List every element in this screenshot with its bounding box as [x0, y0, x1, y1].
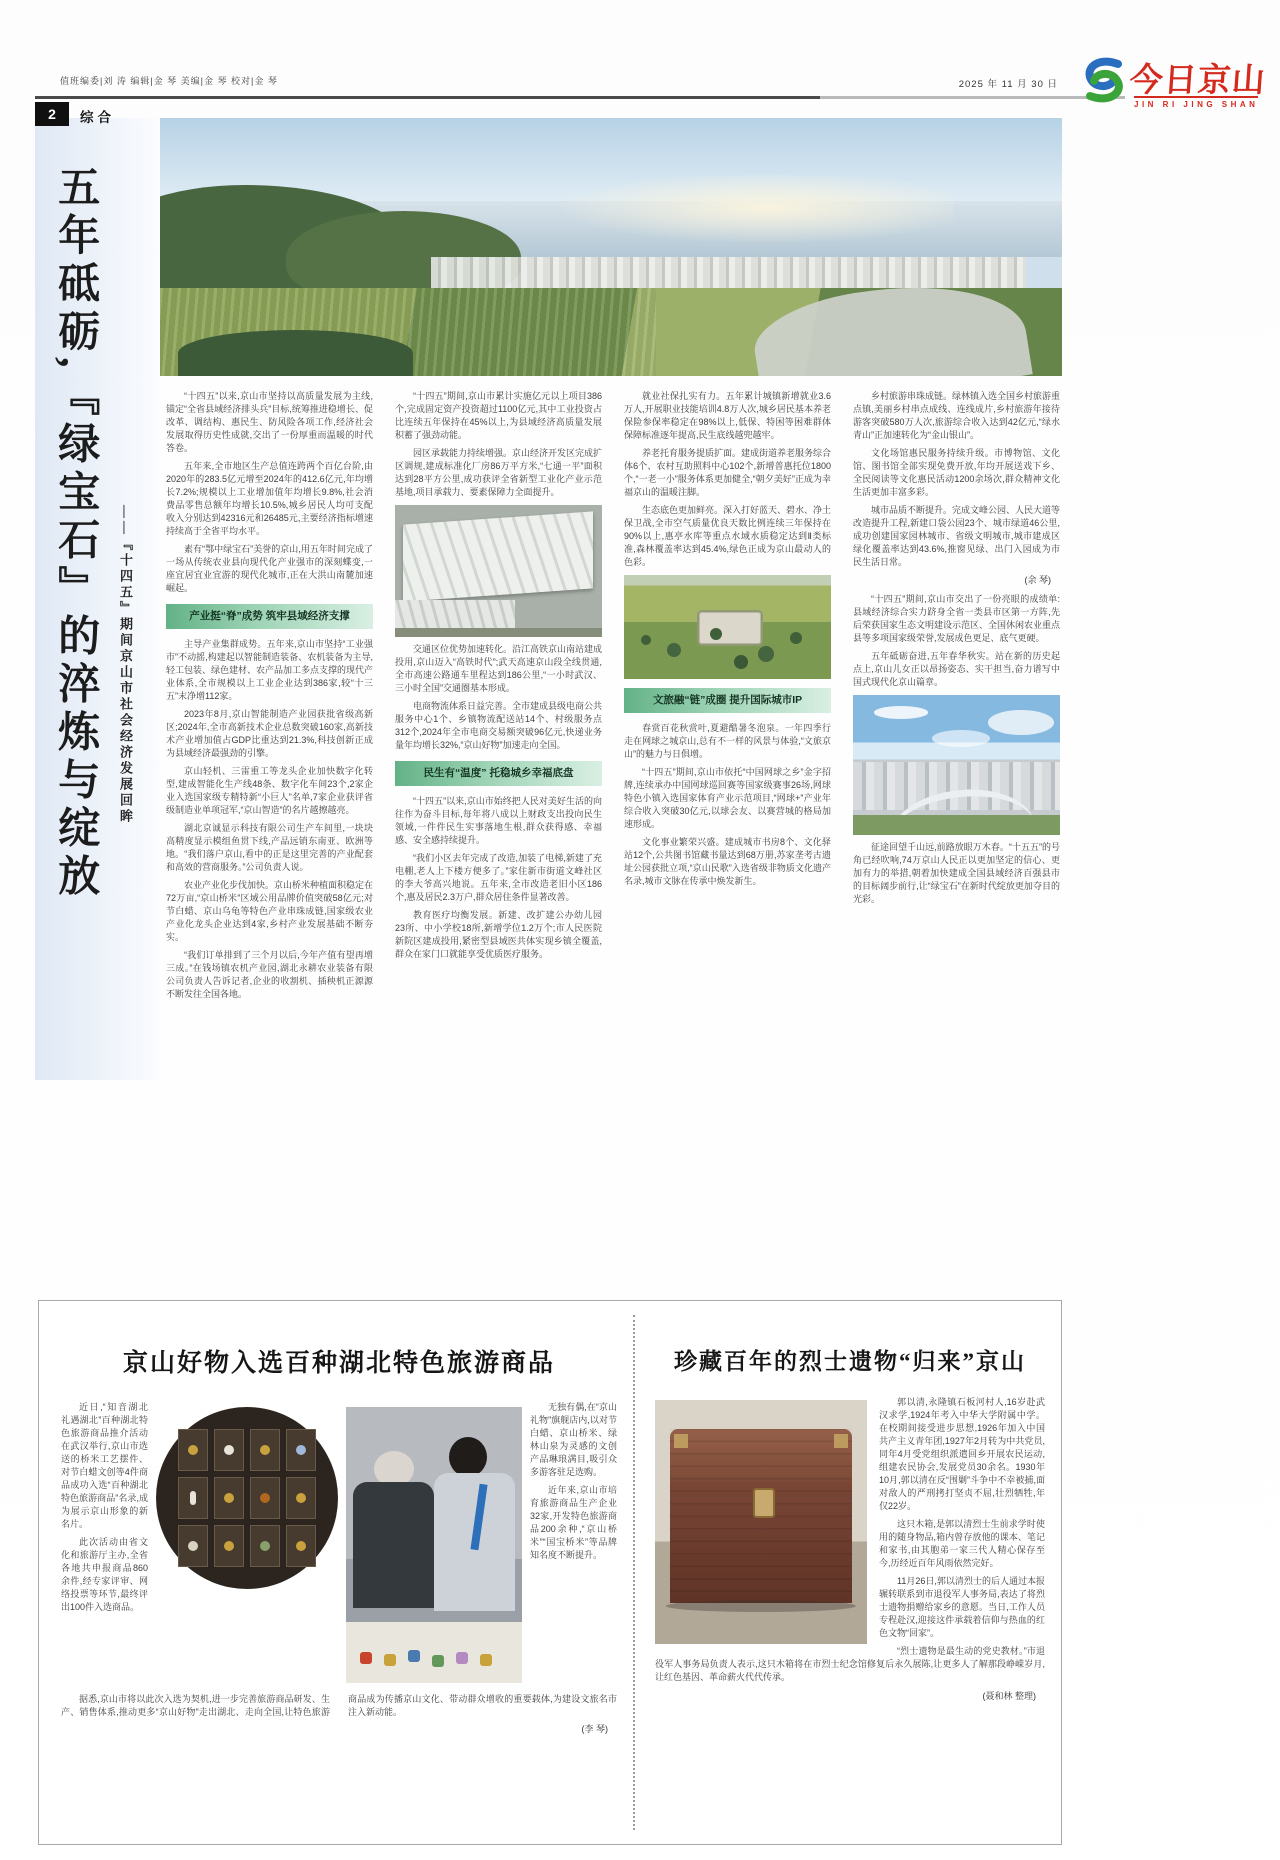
logo-swirl-icon [1078, 54, 1130, 106]
paragraph: “十四五”以来,京山市坚持以高质量发展为主线,锚定“全省县域经济排头兵”目标,统筹推进稳增长、促改革、调结构、惠民生、防风险各项工作,经济社会发展取得历史性成就,交出了一份厚重而温暖的时代答卷。 [166, 391, 373, 453]
bottom-left-footer-text [61, 1693, 617, 1722]
display-box [214, 1477, 244, 1519]
factory-aerial-photo [395, 505, 602, 637]
photo-corner-bracket [674, 1434, 688, 1448]
paragraph: 2023年8月,京山智能制造产业园获批省级高新区;2024年,全市高新技术企业总数突破160家,高新技术产业增加值占GDP比重达到21.3%,科技创新正成为县域经济最强劲的引擎。 [166, 709, 373, 758]
paragraph: 电商物流体系日益完善。全市建成县级电商公共服务中心1个、乡镇物流配送站14个、村级服务点312个,2024年全市电商交易额突破96亿元,快递业务量年均增长32%,“京山好物”加速走向全国。 [395, 701, 603, 750]
display-box [214, 1525, 244, 1567]
paragraph: 乡村旅游串珠成链。绿林镇入选全国乡村旅游重点镇,美丽乡村串点成线、连线成片,乡村旅游年接待游客突破580万人次,旅游综合收入达到42亿元,“绿水青山”正加速转化为“金山银山”。 [853, 391, 1061, 440]
paragraph: 近年来,京山市培育旅游商品生产企业32家,开发特色旅游商品200余种,“京山桥米”“国宝桥米”等品牌知名度不断提升。 [530, 1485, 617, 1560]
paragraph: 园区承载能力持续增强。京山经济开发区完成扩区调规,建成标准化厂房86万平方米,“七通一平”面积达到28平方公里,成功获评全省新型工业化产业示范基地,项目承载力、要素保障力全面提升。 [395, 448, 603, 497]
display-box [286, 1429, 316, 1471]
bottom-right-headline: 珍藏百年的烈士遗物“归来”京山 [674, 1349, 1026, 1374]
paragraph: 11月26日,郭以清烈士的后人通过本报辗转联系到市退役军人事务局,表达了将烈士遗物捐赠给家乡的意愿。当日,工作人员专程赴汉,迎接这件承载着信仰与热血的红色文物“回家”。 [879, 1576, 1045, 1638]
paragraph: 这只木箱,是郭以清烈士生前求学时使用的随身物品,箱内曾存放他的课本、笔记和家书,由其胞弟一家三代人精心保存至今,历经近百年风雨依然完好。 [879, 1519, 1045, 1568]
paragraph: 生态底色更加鲜亮。深入打好蓝天、碧水、净土保卫战,全市空气质量优良天数比例连续三年保持在90%以上,惠亭水库等重点水域水质稳定达到Ⅱ类标准,森林覆盖率达到45.4%,绿色正成为京山最动人的色彩。 [624, 505, 832, 567]
paragraph: 教育医疗均衡发展。新建、改扩建公办幼儿园23所、中小学校18所,新增学位1.2万个;市人民医院新院区建成投用,紧密型县域医共体实现乡镇全覆盖,群众在家门口就能享受优质医疗服务。 [395, 910, 602, 959]
bottom-left-column-b [530, 1401, 617, 1567]
article-column-4 [853, 390, 1060, 1292]
bottom-right-body [655, 1396, 1045, 1684]
display-box [250, 1429, 280, 1471]
photo-tree-clusters [641, 635, 651, 645]
paragraph: 养老托育服务提质扩面。建成街道养老服务综合体6个、农村互助照料中心102个,新增普惠托位1800个,“一老一小”服务体系更加健全,“朝夕美好”正成为幸福京山的温暖注脚。 [624, 448, 832, 497]
paragraph: 无独有偶,在“京山礼物”旗舰店内,以对节白蜡、京山桥米、绿林山泉为灵感的文创产品琳琅满目,吸引众多游客驻足选购。 [530, 1402, 617, 1477]
article-byline: (余 琴) [1024, 575, 1051, 585]
countryside-aerial-photo [624, 575, 831, 679]
photo-sun-glint [539, 175, 954, 247]
display-box [178, 1477, 208, 1519]
photo-shadow [666, 1600, 857, 1612]
article-columns [166, 390, 1062, 1292]
paper-pinyin: JIN RI JING SHAN [1134, 96, 1258, 109]
paragraph: 交通区位优势加速转化。沿江高铁京山南站建成投用,京山迈入“高铁时代”;武天高速京山段全线贯通,全市高速公路通车里程达到186公里,“一小时武汉、三小时全国”交通圈基本形成。 [395, 644, 603, 693]
paragraph: “十四五”期间,京山市累计实施亿元以上项目386个,完成固定资产投资超过1100亿元,其中工业投资占比连续五年保持在45%以上,为县域经济高质量发展积蓄了强劲动能。 [395, 391, 602, 440]
photo-trees [178, 330, 413, 376]
display-box [250, 1525, 280, 1567]
display-box [178, 1525, 208, 1567]
bottom-left-article [61, 1301, 617, 1844]
paragraph: 春赏百花秋赏叶,夏避酷暑冬泡泉。一年四季行走在网球之城京山,总有不一样的风景与体验,“文旅京山”的魅力与日俱增。 [624, 723, 831, 759]
paper-name: 今日京山 [1128, 63, 1268, 99]
paragraph: 近日,“知音湖北 礼遇湖北”百种湖北特色旅游商品推介活动在武汉举行,京山市选送的桥米工艺摆件、对节白蜡文创等4件商品成功入选“百种湖北特色旅游商品”名录,成为展示京山形象的新名片。 [61, 1402, 148, 1529]
photo-factory-roof [403, 512, 593, 602]
photo-person-body [353, 1482, 434, 1609]
wooden-chest-photo [655, 1400, 867, 1644]
photo-products [360, 1652, 372, 1664]
aerial-lake-photo [160, 118, 1062, 376]
shoppers-photo [346, 1407, 522, 1683]
article-column-1 [166, 390, 373, 1292]
article-divider [633, 1315, 635, 1830]
staff-credits: 值班编委|刘 涛 编辑|金 琴 美编|金 琴 校对|金 琴 [60, 76, 278, 86]
paragraph: “我们订单排到了三个月以后,今年产值有望再增三成。”在钱场镇农机产业园,湖北永耕农业装备有限公司负责人告诉记者,企业的收割机、插秧机正源源不断发往全国各地。 [166, 950, 373, 999]
display-box [178, 1429, 208, 1471]
header-rule [35, 96, 1125, 99]
section-heading-livelihood: 民生有“温度” 托稳城乡幸福底盘 [395, 761, 602, 786]
paragraph: 五年来,全市地区生产总值连跨两个百亿台阶,由2020年的283.5亿元增至2024年的412.6亿元,年均增长7.2%;规模以上工业增加值年均增长9.8%,社会消费品零售总额年均增长10.5%,城乡居民人均可支配收入分别达到42316元和26485元,主要经济指标增速持续高于全省平均水平。 [166, 461, 373, 536]
photo-corner-bracket [834, 1434, 848, 1448]
paragraph: 五年砥砺奋进,五年春华秋实。站在新的历史起点上,京山儿女正以昂扬姿态、实干担当,奋力谱写中国式现代化京山篇章。 [853, 651, 1060, 687]
display-box [250, 1477, 280, 1519]
display-box [214, 1429, 244, 1471]
photo-ground [395, 628, 602, 637]
paragraph: 此次活动由省文化和旅游厅主办,全省各地共申报商品860余件,经专家评审、网络投票等环节,最终评出100件入选商品。 [61, 1537, 148, 1612]
paragraph: 农业产业化步伐加快。京山桥米种植面积稳定在72万亩,“京山桥米”区域公用品牌价值突破58亿元;对节白蜡、京山乌龟等特色产业串珠成链,国家级农业产业化龙头企业达到4家,乡村产业发展基础不断夯实。 [166, 880, 374, 942]
photo-clouds [874, 706, 928, 719]
main-headline: 五年砥砺,『绿宝石』的淬炼与绽放 [52, 165, 99, 902]
bottom-left-column-a [61, 1401, 148, 1619]
paragraph: 文化场馆惠民服务持续升级。市博物馆、文化馆、图书馆全部实现免费开放,年均开展送戏下乡、全民阅读等文化惠民活动1200余场次,群众精神文化生活更加丰富多彩。 [853, 448, 1060, 497]
bottom-right-article [655, 1301, 1045, 1844]
page-number-badge: 2 [35, 102, 69, 126]
article-column-3 [624, 390, 831, 1292]
article-column-2 [395, 390, 602, 1292]
paragraph: “我们小区去年完成了改造,加装了电梯,新建了充电棚,老人上下楼方便多了。”家住新市街道文峰社区的李大爷高兴地说。五年来,全市改造老旧小区186个,惠及居民2.3万户,群众居住条件显著改善。 [395, 853, 602, 902]
photo-greenbelt [853, 815, 1060, 835]
paragraph: 主导产业集群成势。五年来,京山市坚持“工业强市”不动摇,构建起以智能制造装备、农机装备为主导,轻工包装、绿色建材、农产品加工多点支撑的现代产业体系,全市规模以上工业企业达到386家,较“十三五”末净增112家。 [166, 639, 374, 701]
souvenir-boxes-photo [156, 1407, 338, 1589]
photo-person-head [449, 1437, 487, 1477]
paragraph: 文化事业繁荣兴盛。建成城市书房8个、文化驿站12个,公共图书馆藏书量达到68万册,苏家垄考古遗址公园获批立项,“京山民歌”入选省级非物质文化遗产名录,城市文脉在传承中焕发新生。 [624, 837, 831, 886]
photo-display-table [346, 1622, 522, 1683]
display-box [286, 1477, 316, 1519]
city-interchange-photo [853, 695, 1060, 835]
paragraph: 素有“鄂中绿宝石”美誉的京山,用五年时间完成了一场从传统农业县向现代化产业强市的深刻蝶变,一座宜居宜业宜游的现代化城市,正在大洪山南麓加速崛起。 [166, 544, 373, 593]
paragraph: 征途回望千山远,前路放眼万木春。“十五五”的号角已经吹响,74万京山人民正以更加坚定的信心、更加有力的举措,朝着加快建成全国县域经济百强县市的目标阔步前行,让“绿宝石”在新时代绽放更加夺目的光彩。 [853, 842, 1060, 904]
section-heading-tourism: 文旅融“链”成圈 提升国际城市IP [624, 688, 831, 713]
main-subheadline: ——『十四五』期间京山市社会经济发展回眸 [118, 505, 133, 825]
paragraph: 据悉,京山市将以此次入选为契机,进一步完善旅游商品研发、生产、销售体系,推动更多“京山好物”走出湖北、走向全国,让特色旅游商品成为传播京山文化、带动群众增收的重要载体,为建设文旅名市注入新动能。 [61, 1694, 617, 1717]
paragraph: “烈士遗物是最生动的党史教材。”市退役军人事务局负责人表示,这只木箱将在市烈士纪念馆修复后永久展陈,让更多人了解那段峥嵘岁月,让红色基因、革命薪火代代传承。 [655, 1646, 1045, 1682]
paragraph: 京山轻机、三雷重工等龙头企业加快数字化转型,建成智能化生产线48条、数字化车间23个,2家企业入选国家级专精特新“小巨人”名单,7家企业获评省级制造业单项冠军,“京山智造”的名片越擦越亮。 [166, 766, 373, 815]
bottom-left-headline: 京山好物入选百种湖北特色旅游商品 [122, 1350, 555, 1377]
section-heading-industry: 产业挺“脊”成势 筑牢县域经济支撑 [166, 604, 373, 629]
paragraph: “十四五”期间,京山市依托“中国网球之乡”金字招牌,连续承办中国网球巡回赛等国家级赛事26场,网球特色小镇入选国家体育产业示范项目,“网球+”产业年综合收入突破30亿元,以球会友、以赛营城的格局加速形成。 [624, 767, 831, 829]
paragraph: 城市品质不断提升。完成文峰公园、人民大道等改造提升工程,新建口袋公园23个、城市绿道46公里,成功创建国家园林城市、省级文明城市,城市建成区绿化覆盖率达到43.6%,推窗见绿、出门入园成为市民生活日常。 [853, 505, 1061, 567]
bottom-left-content-row [61, 1401, 617, 1683]
paragraph: 就业社保扎实有力。五年累计城镇新增就业3.6万人,开展职业技能培训4.8万人次,城乡居民基本养老保险参保率稳定在98%以上,低保、特困等困难群体保障标准逐年提高,民生底线越兜越牢。 [624, 391, 831, 440]
photo-factory-building [395, 600, 515, 629]
section-title: 综合 [80, 110, 115, 125]
photo-metal-clasp [753, 1488, 775, 1518]
photo-building-complex [699, 612, 761, 643]
paragraph: “十四五”期间,京山市交出了一份亮眼的成绩单:县域经济综合实力跻身全省一类县市区第一方阵,先后荣获国家生态文明建设示范区、全国休闲农业重点县等多项国家级荣誉,发展成色更足、底气更硬。 [853, 594, 1061, 643]
bottom-right-byline: (聂和林 整理) [982, 1691, 1036, 1701]
issue-date: 2025 年 11 月 30 日 [958, 79, 1058, 90]
display-box [286, 1525, 316, 1567]
paragraph: “十四五”以来,京山市始终把人民对美好生活的向往作为奋斗目标,每年将八成以上财政支出投向民生领域,一件件民生实事落地生根,群众获得感、幸福感、安全感持续提升。 [395, 796, 602, 845]
masthead [1078, 48, 1268, 118]
paragraph: 郭以清,永隆镇石板河村人,16岁赴武汉求学,1924年考入中华大学附属中学。在校期间接受进步思想,1926年加入中国共产主义青年团,1927年2月转为中共党员,同年4月受党组织派遣回乡开展农民运动,组建农民协会,发展党员30余名。1930年10月,郭以清在反“围剿”斗争中不幸被捕,面对敌人的严刑拷打坚贞不屈,壮烈牺牲,年仅22岁。 [879, 1397, 1045, 1511]
bottom-articles-box [38, 1300, 1062, 1845]
bottom-left-byline: (李 琴) [581, 1723, 608, 1734]
paragraph: 湖北京诚显示科技有限公司生产车间里,一块块高精度显示模组鱼贯下线,产品远销东南亚、欧洲等地。“我们落户京山,看中的正是这里完善的产业配套和高效的营商服务。”公司负责人说。 [166, 823, 373, 872]
